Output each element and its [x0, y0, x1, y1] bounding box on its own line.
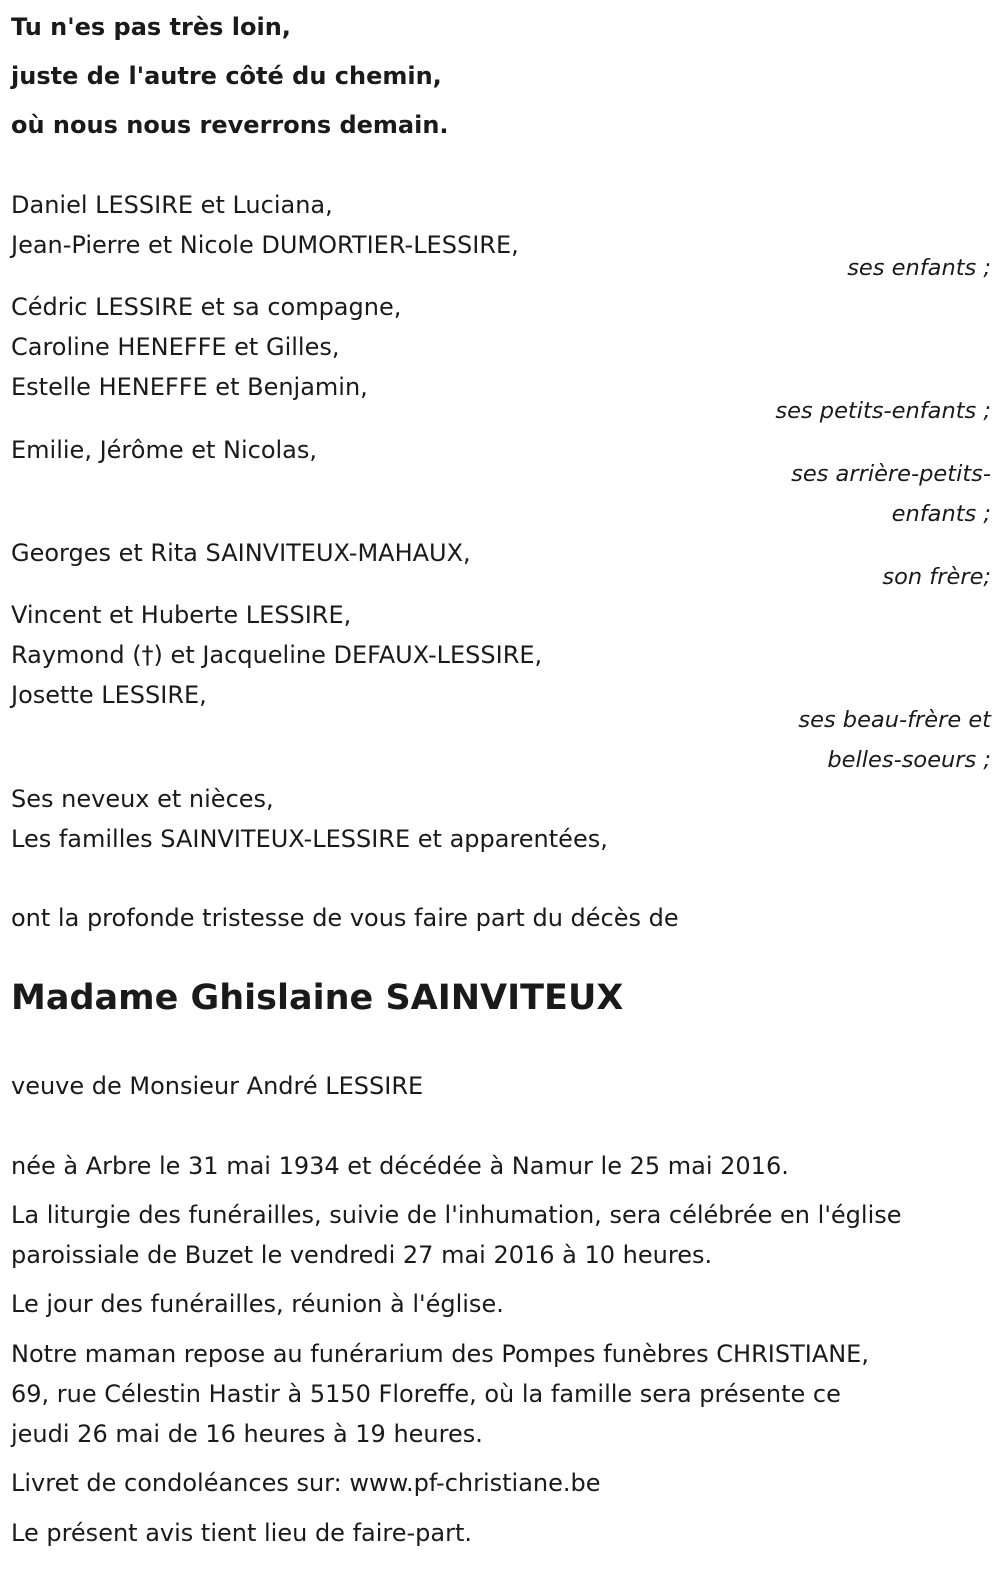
grandchildren-name-3: Estelle HENEFFE et Benjamin,	[11, 373, 368, 401]
funeral-home-line-3: jeudi 26 mai de 16 heures à 19 heures.	[11, 1420, 483, 1448]
great-grandchildren-name-1: Emilie, Jérôme et Nicolas,	[11, 436, 318, 464]
liturgy-line-2: paroissiale de Buzet le vendredi 27 mai 2016 à 10 heures.	[11, 1241, 713, 1269]
birth-death: née à Arbre le 31 mai 1934 et décédée à Namur le 25 mai 2016.	[11, 1152, 789, 1180]
in-laws-relation-2: belles-soeurs ;	[827, 747, 991, 773]
children-relation: ses enfants ;	[847, 255, 991, 281]
children-name-2: Jean-Pierre et Nicole DUMORTIER-LESSIRE,	[11, 231, 519, 259]
widow-of: veuve de Monsieur André LESSIRE	[11, 1072, 424, 1100]
in-laws-name-3: Josette LESSIRE,	[11, 681, 207, 709]
liturgy-line-1: La liturgie des funérailles, suivie de l'inhumation, sera célébrée en l'église	[11, 1201, 902, 1229]
quote-line-1: Tu n'es pas très loin,	[11, 13, 291, 41]
brother-name-1: Georges et Rita SAINVITEUX-MAHAUX,	[11, 539, 471, 567]
brother-relation: son frère;	[882, 564, 991, 590]
grandchildren-name-2: Caroline HENEFFE et Gilles,	[11, 333, 340, 361]
grandchildren-relation: ses petits-enfants ;	[775, 398, 991, 424]
great-grandchildren-relation-1: ses arrière-petits-	[791, 461, 991, 487]
children-name-1: Daniel LESSIRE et Luciana,	[11, 191, 333, 219]
others-name-1: Ses neveux et nièces,	[11, 785, 274, 813]
in-laws-name-2: Raymond (†) et Jacqueline DEFAUX-LESSIRE,	[11, 641, 543, 669]
condolences: Livret de condoléances sur: www.pf-christiane.be	[11, 1469, 601, 1497]
notice: Le présent avis tient lieu de faire-part.	[11, 1519, 473, 1547]
in-laws-relation-1: ses beau-frère et	[798, 707, 991, 733]
in-laws-name-1: Vincent et Huberte LESSIRE,	[11, 601, 352, 629]
grandchildren-name-1: Cédric LESSIRE et sa compagne,	[11, 293, 402, 321]
funeral-home-line-1: Notre maman repose au funérarium des Pompes funèbres CHRISTIANE,	[11, 1340, 869, 1368]
deceased-name: Madame Ghislaine SAINVITEUX	[11, 978, 624, 1018]
great-grandchildren-relation-2: enfants ;	[891, 501, 991, 527]
quote-line-2: juste de l'autre côté du chemin,	[11, 62, 442, 90]
meeting: Le jour des funérailles, réunion à l'église.	[11, 1290, 504, 1318]
funeral-home-line-2: 69, rue Célestin Hastir à 5150 Floreffe, où la famille sera présente ce	[11, 1380, 841, 1408]
quote-line-3: où nous nous reverrons demain.	[11, 111, 449, 139]
announcement: ont la profonde tristesse de vous faire part du décès de	[11, 904, 679, 932]
others-name-2: Les familles SAINVITEUX-LESSIRE et apparentées,	[11, 825, 608, 853]
